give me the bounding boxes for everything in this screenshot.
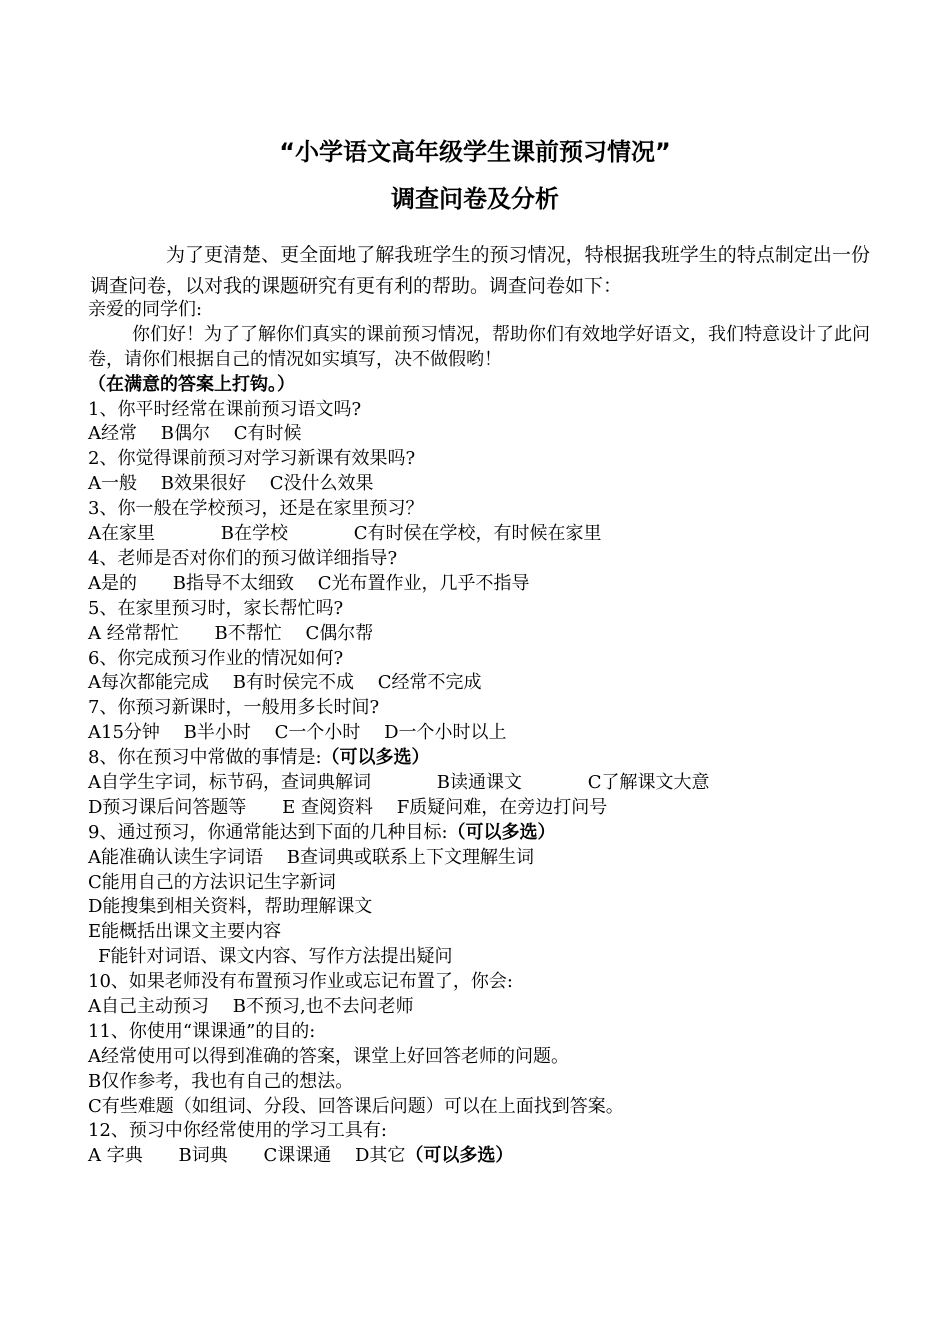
- option-7d[interactable]: D一个小时以上: [384, 722, 507, 744]
- question-7-options: [88, 721, 878, 746]
- question-8-note: （可以多选）: [321, 747, 430, 769]
- option-1b[interactable]: B偶尔: [160, 423, 210, 445]
- question-4: 4、老师是否对你们的预习做详细指导?: [88, 547, 398, 569]
- option-1a[interactable]: A经常: [88, 423, 137, 445]
- option-3c[interactable]: C有时侯在学校，有时候在家里: [353, 523, 602, 545]
- question-9-options-row1: [88, 846, 878, 871]
- question-2: 2、你觉得课前预习对学习新课有效果吗?: [88, 448, 416, 470]
- question-8-text: 8、你在预习中常做的事情是:: [88, 747, 322, 769]
- question-7: 7、你预习新课时，一般用多长时间?: [88, 697, 380, 719]
- question-1: 1、你平时经常在课前预习语文吗?: [88, 398, 362, 420]
- option-3a[interactable]: A在家里: [88, 523, 155, 545]
- question-8-options-row1: [88, 771, 878, 796]
- option-5b[interactable]: B不帮忙: [214, 622, 282, 644]
- option-8e[interactable]: E 查阅资料: [282, 796, 374, 818]
- question-10: 10、如果老师没有布置预习作业或忘记布置了，你会:: [88, 971, 513, 993]
- option-8d[interactable]: D预习课后问答题等: [88, 796, 247, 818]
- question-5: 5、在家里预习时，家长帮忙吗?: [88, 597, 344, 619]
- option-11b[interactable]: B仅作参考，我也有自己的想法。: [88, 1070, 354, 1092]
- question-12: 12、预习中你经常使用的学习工具有:: [88, 1120, 387, 1142]
- greeting: 亲爱的同学们:: [88, 299, 203, 320]
- question-12-options: [88, 1144, 878, 1169]
- option-1c[interactable]: C有时候: [233, 423, 302, 445]
- intro-paragraph: 为了更清楚、更全面地了解我班学生的预习情况，特根据我班学生的特点制定出一份调查问卷，以对我的课题研究有更有利的帮助。调查问卷如下：: [90, 244, 870, 297]
- question-12-note: （可以多选）: [405, 1145, 514, 1167]
- option-4b[interactable]: B指导不太细致: [172, 572, 294, 594]
- option-12a[interactable]: A 字典: [88, 1145, 143, 1167]
- question-5-options: [88, 622, 878, 647]
- option-9b[interactable]: B查词典或联系上下文理解生词: [286, 846, 534, 868]
- question-1-options: [88, 422, 878, 447]
- letter-text: 你们好！为了了解你们真实的课前预习情况，帮助你们有效地学好语文，我们特意设计了此问卷，请你们根据自己的情况如实填写，决不做假哟！: [88, 323, 870, 370]
- option-11c[interactable]: C有些难题（如组词、分段、回答课后问题）可以在上面找到答案。: [88, 1095, 624, 1117]
- question-3: 3、你一般在学校预习，还是在家里预习？: [88, 498, 424, 520]
- instruction: （在满意的答案上打钩。）: [88, 373, 295, 395]
- option-11a[interactable]: A经常使用可以得到准确的答案，课堂上好回答老师的问题。: [88, 1045, 569, 1067]
- questionnaire-body: [88, 298, 878, 1169]
- option-6b[interactable]: B有时侯完不成: [232, 672, 354, 694]
- option-2a[interactable]: A一般: [88, 473, 137, 495]
- question-9-text: 9、通过预习，你通常能达到下面的几种目标:: [88, 821, 448, 843]
- option-9a[interactable]: A能准确认读生字词语: [88, 846, 263, 868]
- option-2c[interactable]: C没什么效果: [269, 473, 374, 495]
- option-9c[interactable]: C能用自己的方法识记生字新词: [88, 871, 336, 893]
- question-10-options: [88, 995, 878, 1020]
- option-12d[interactable]: D其它: [354, 1145, 406, 1167]
- question-6: 6、你完成预习作业的情况如何?: [88, 647, 344, 669]
- document-subtitle: 调查问卷及分析: [391, 185, 559, 213]
- document-title: “小学语文高年级学生课前预习情况”: [279, 138, 671, 166]
- option-12b[interactable]: B词典: [178, 1145, 228, 1167]
- option-8c[interactable]: C了解课文大意: [587, 771, 710, 793]
- option-7c[interactable]: C一个小时: [274, 722, 361, 744]
- option-3b[interactable]: B在学校: [220, 523, 288, 545]
- question-8-options-row2: [88, 796, 878, 821]
- letter-paragraph: [88, 323, 878, 373]
- option-8a[interactable]: A自学生字词，标节码，查词典解词: [88, 771, 371, 793]
- question-11: 11、你使用“课课通”的目的:: [88, 1020, 316, 1042]
- question-9-note: （可以多选）: [447, 821, 556, 843]
- option-12c[interactable]: C课课通: [263, 1145, 332, 1167]
- option-10a[interactable]: A自己主动预习: [88, 995, 209, 1017]
- option-6c[interactable]: C经常不完成: [377, 672, 482, 694]
- question-3-options: [88, 522, 878, 547]
- option-10b[interactable]: B不预习,也不去问老师: [232, 995, 414, 1017]
- question-9: [88, 821, 878, 846]
- option-5a[interactable]: A 经常帮忙: [88, 622, 179, 644]
- option-7a[interactable]: A15分钟: [88, 722, 160, 744]
- option-8f[interactable]: F质疑问难，在旁边打问号: [396, 796, 608, 818]
- option-9f[interactable]: F能针对词语、课文内容、写作方法提出疑问: [98, 946, 453, 968]
- question-4-options: [88, 572, 878, 597]
- option-9d[interactable]: D能搜集到相关资料，帮助理解课文: [88, 896, 373, 918]
- question-6-options: [88, 671, 878, 696]
- option-9e[interactable]: E能概括出课文主要内容: [88, 921, 282, 943]
- option-8b[interactable]: B读通课文: [436, 771, 522, 793]
- option-5c[interactable]: C偶尔帮: [305, 622, 374, 644]
- question-2-options: [88, 472, 878, 497]
- option-6a[interactable]: A每次都能完成: [88, 672, 209, 694]
- option-4a[interactable]: A是的: [88, 572, 137, 594]
- option-7b[interactable]: B半小时: [183, 722, 251, 744]
- option-2b[interactable]: B效果很好: [160, 473, 246, 495]
- option-4c[interactable]: C光布置作业，几乎不指导: [317, 572, 530, 594]
- question-8: [88, 746, 878, 771]
